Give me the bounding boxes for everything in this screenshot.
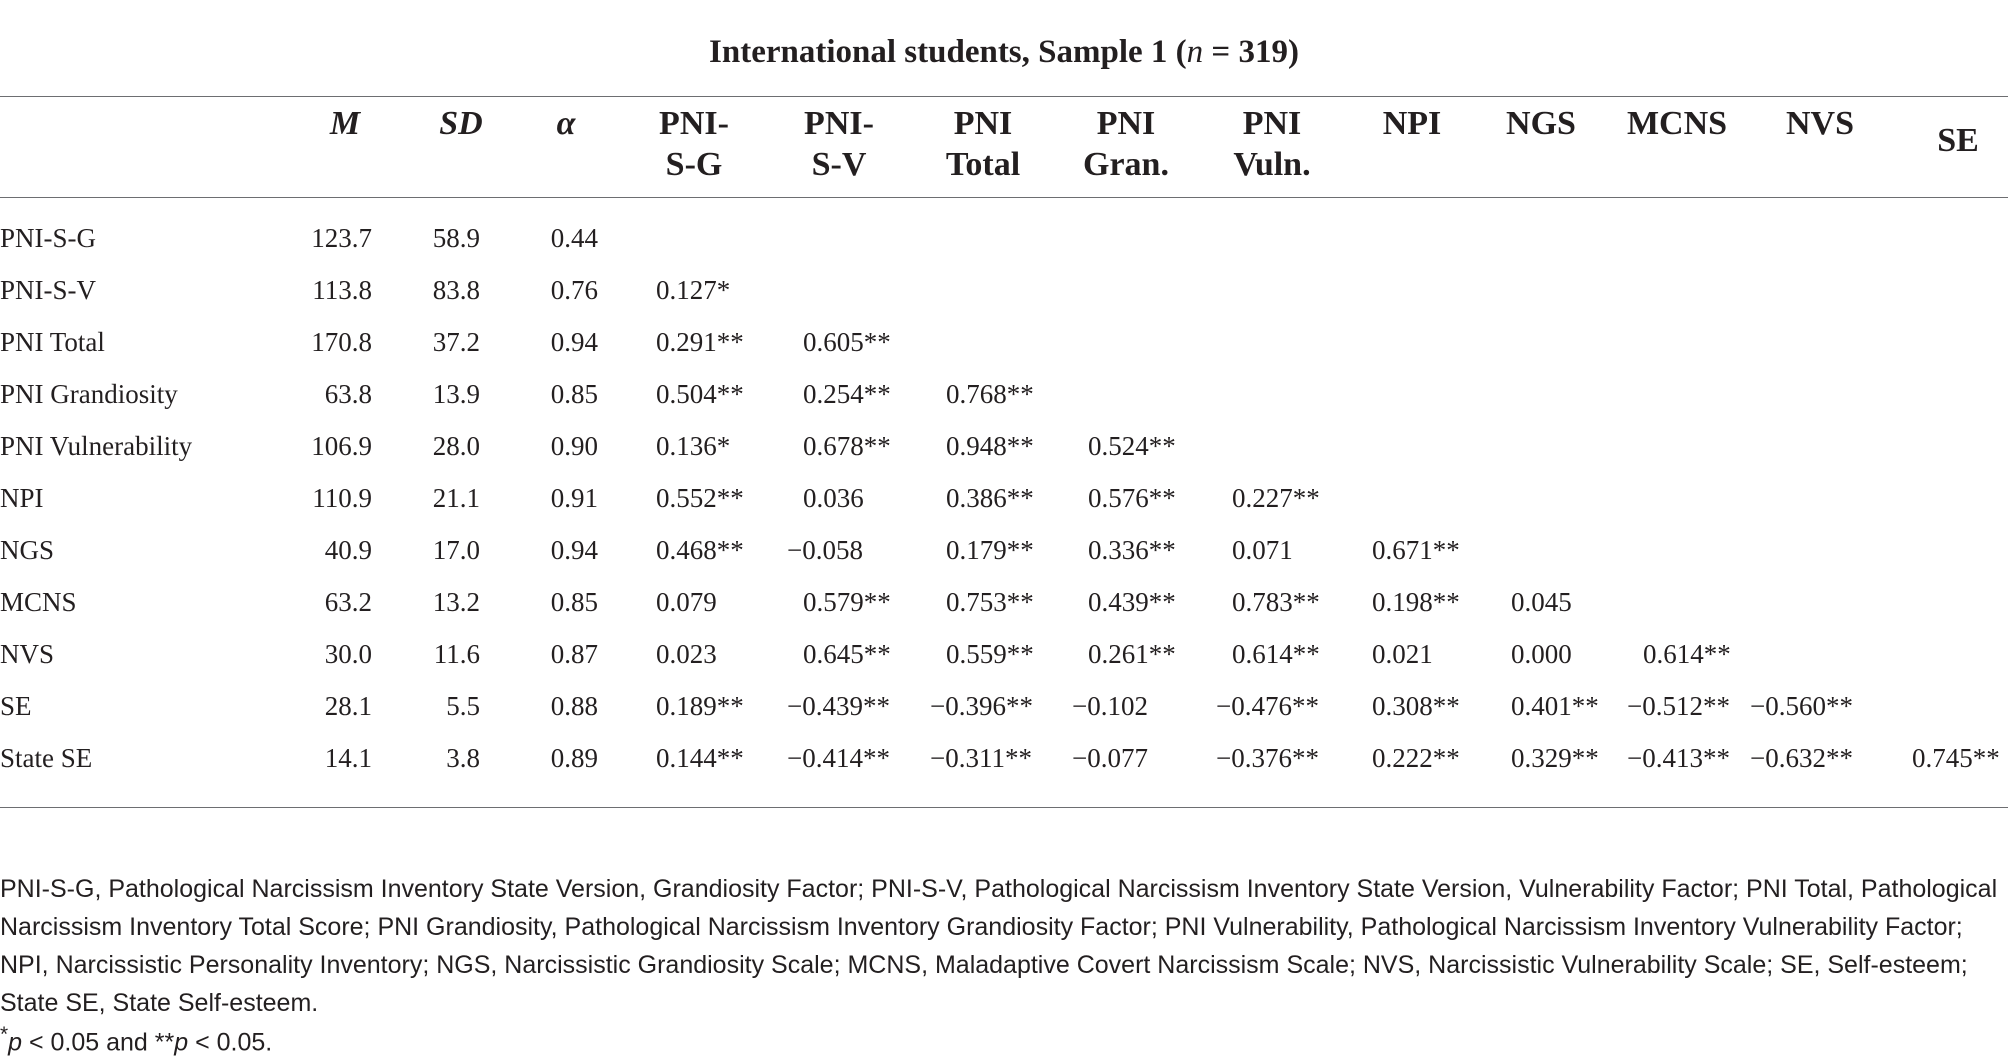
cell-m: 106.9 (311, 431, 372, 461)
cell-correlation: 0.189** (656, 691, 744, 721)
cell-sd: 3.8 (446, 743, 480, 773)
cell-correlation: −0.413** (1627, 743, 1730, 773)
cell-correlation: −0.311** (930, 743, 1032, 773)
cell-correlation: −0.476** (1216, 691, 1319, 721)
row-label: NGS (0, 535, 55, 565)
cell-correlation: 0.948** (946, 431, 1034, 461)
cell-m: 110.9 (312, 483, 372, 513)
cell-correlation: 0.071 (1232, 535, 1293, 565)
cell-m: 113.8 (312, 275, 372, 305)
cell-correlation: 0.559** (946, 639, 1034, 669)
footnote: PNI-S-G, Pathological Narcissism Inventory State Version, Grandiosity Factor; PNI-S-V, Pathological Narcissism Inventory State Version, Vulnerability Factor; PNI Total, Pathological Narcissism Inventory Total Score; PNI Grandiosity, Pathological Narcissism Inventory Grandiosity Factor; PNI Vulnerability, Pathological Narcissism Inventory Vulnerability Factor; NPI, Narcissistic Personality Inventory; NGS, Narcissistic Grandiosity Scale; MCNS, Maladaptive Covert Narcissism Scale; NVS, Narcissistic Vulnerability Scale; SE, Self-esteem; State SE, State Self-esteem. (0, 875, 1998, 1017)
cell-sd: 5.5 (446, 691, 480, 721)
column-header: NVS (1785, 105, 1855, 142)
column-header: α (556, 105, 576, 142)
cell-correlation: 0.127* (656, 275, 731, 305)
cell-alpha: 0.91 (550, 483, 598, 513)
cell-alpha: 0.89 (550, 743, 598, 773)
cell-alpha: 0.76 (550, 275, 598, 305)
row-label: PNI Vulnerability (0, 431, 193, 461)
cell-correlation: 0.783** (1232, 587, 1320, 617)
cell-m: 63.2 (324, 587, 372, 617)
significance-note (0, 1023, 272, 1057)
cell-correlation: 0.179** (946, 535, 1034, 565)
cell-m: 14.1 (324, 743, 372, 773)
table-title (0, 34, 2008, 71)
sig-p2: p (174, 1028, 189, 1057)
sig-star: * (0, 1023, 9, 1046)
sig-text2: < 0.05. (188, 1028, 273, 1057)
cell-correlation: 0.136* (656, 431, 731, 461)
cell-correlation: 0.079 (656, 587, 717, 617)
cell-correlation: 0.222** (1372, 743, 1460, 773)
cell-alpha: 0.87 (550, 639, 598, 669)
cell-correlation: 0.768** (946, 379, 1034, 409)
title-n-value: = 319 (1203, 34, 1288, 70)
cell-sd: 83.8 (432, 275, 480, 305)
cell-correlation: 0.023 (656, 639, 717, 669)
cell-sd: 58.9 (432, 223, 480, 253)
column-header: MCNS (1626, 105, 1728, 142)
title-n-label: n (1186, 34, 1204, 70)
row-label: PNI Grandiosity (0, 379, 178, 409)
cell-correlation: −0.376** (1216, 743, 1319, 773)
cell-correlation: 0.605** (803, 327, 891, 357)
cell-correlation: 0.045 (1511, 587, 1572, 617)
column-header: PNI Vuln. (1233, 105, 1311, 183)
cell-correlation: 0.745** (1912, 743, 2000, 773)
header-rule (0, 197, 2008, 198)
sig-p1: p (8, 1028, 23, 1057)
cell-correlation: 0.645** (803, 639, 891, 669)
column-header: NPI (1382, 105, 1442, 142)
column-header: SD (439, 105, 483, 142)
cell-correlation: 0.401** (1511, 691, 1599, 721)
row-label: PNI Total (0, 327, 105, 357)
cell-sd: 17.0 (432, 535, 480, 565)
cell-correlation: 0.504** (656, 379, 744, 409)
cell-correlation: −0.102 (1072, 691, 1148, 721)
cell-correlation: 0.614** (1643, 639, 1731, 669)
cell-correlation: 0.468** (656, 535, 744, 565)
row-label: State SE (0, 743, 93, 773)
cell-correlation: 0.671** (1372, 535, 1460, 565)
title-suffix: ) (1287, 34, 1299, 70)
cell-correlation: −0.077 (1072, 743, 1148, 773)
cell-correlation: 0.336** (1088, 535, 1176, 565)
cell-correlation: 0.227** (1232, 483, 1320, 513)
cell-correlation: 0.678** (803, 431, 891, 461)
cell-alpha: 0.85 (550, 587, 598, 617)
cell-correlation: −0.632** (1750, 743, 1853, 773)
column-header: PNI- S-V (804, 105, 874, 183)
column-header: PNI- S-G (659, 105, 729, 183)
row-label: NPI (0, 483, 44, 513)
cell-correlation: 0.144** (656, 743, 744, 773)
cell-m: 63.8 (324, 379, 372, 409)
sig-text1: < 0.05 and ** (22, 1028, 175, 1057)
cell-m: 40.9 (324, 535, 372, 565)
cell-correlation: 0.254** (803, 379, 891, 409)
cell-correlation: 0.439** (1088, 587, 1176, 617)
cell-sd: 21.1 (432, 483, 480, 513)
column-header: PNI Total (945, 105, 1021, 183)
cell-alpha: 0.88 (550, 691, 598, 721)
cell-correlation: 0.021 (1372, 639, 1433, 669)
row-label: PNI-S-G (0, 223, 97, 253)
cell-sd: 13.2 (432, 587, 480, 617)
cell-correlation: 0.579** (803, 587, 891, 617)
row-label: PNI-S-V (0, 275, 97, 305)
cell-correlation: 0.198** (1372, 587, 1460, 617)
column-header: NGS (1506, 105, 1576, 142)
cell-correlation: −0.414** (787, 743, 890, 773)
cell-m: 123.7 (311, 223, 372, 253)
cell-alpha: 0.44 (550, 223, 598, 253)
cell-m: 28.1 (324, 691, 372, 721)
cell-correlation: 0.524** (1088, 431, 1176, 461)
cell-sd: 13.9 (432, 379, 480, 409)
cell-correlation: 0.329** (1511, 743, 1599, 773)
cell-sd: 11.6 (433, 639, 480, 669)
cell-m: 170.8 (311, 327, 372, 357)
row-label: MCNS (0, 587, 77, 617)
cell-correlation: −0.560** (1750, 691, 1853, 721)
cell-correlation: 0.386** (946, 483, 1034, 513)
cell-correlation: 0.000 (1511, 639, 1572, 669)
cell-correlation: 0.576** (1088, 483, 1176, 513)
cell-correlation: 0.036 (803, 483, 864, 513)
cell-correlation: 0.552** (656, 483, 744, 513)
cell-sd: 28.0 (432, 431, 480, 461)
cell-alpha: 0.90 (550, 431, 598, 461)
cell-correlation: 0.261** (1088, 639, 1176, 669)
cell-alpha: 0.85 (550, 379, 598, 409)
row-label: SE (0, 691, 32, 721)
column-header: SE (1937, 122, 1979, 159)
column-header: M (329, 105, 361, 142)
cell-correlation: −0.058 (787, 535, 863, 565)
cell-correlation: −0.512** (1627, 691, 1730, 721)
column-header: PNI Gran. (1083, 105, 1169, 183)
cell-correlation: 0.614** (1232, 639, 1320, 669)
cell-sd: 37.2 (432, 327, 480, 357)
cell-correlation: 0.753** (946, 587, 1034, 617)
top-rule (0, 96, 2008, 97)
cell-correlation: 0.308** (1372, 691, 1460, 721)
cell-alpha: 0.94 (550, 327, 598, 357)
cell-correlation: −0.396** (930, 691, 1033, 721)
cell-correlation: −0.439** (787, 691, 890, 721)
row-label: NVS (0, 639, 55, 669)
title-prefix: International students, Sample 1 ( (709, 34, 1187, 70)
bottom-rule (0, 807, 2008, 808)
cell-m: 30.0 (324, 639, 372, 669)
cell-correlation: 0.291** (656, 327, 744, 357)
cell-alpha: 0.94 (550, 535, 598, 565)
